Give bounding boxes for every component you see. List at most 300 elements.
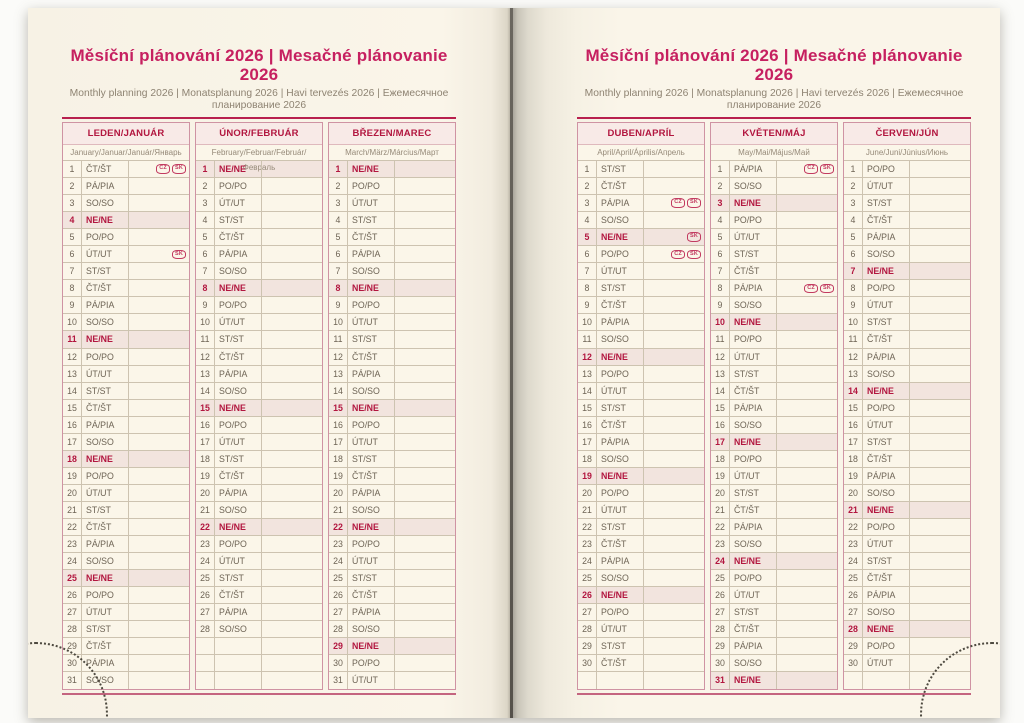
day-row: [63, 314, 189, 331]
day-row: [196, 536, 322, 553]
day-weekday: PÁ/PIA: [348, 246, 395, 262]
day-number: 15: [63, 400, 82, 416]
day-weekday: SO/SO: [82, 434, 129, 450]
day-number: 27: [844, 604, 863, 620]
day-row: [578, 331, 704, 348]
day-number: 15: [844, 400, 863, 416]
day-weekday: SO/SO: [597, 451, 644, 467]
month-subtitle: May/Mai/Május/Май: [711, 145, 837, 161]
day-notes: [395, 383, 455, 399]
day-row: [196, 604, 322, 621]
day-number: 7: [711, 263, 730, 279]
month-table: [577, 122, 705, 690]
day-notes: [777, 178, 837, 194]
day-number: 7: [844, 263, 863, 279]
day-weekday: ST/ST: [863, 195, 910, 211]
day-number: 24: [329, 553, 348, 569]
day-notes: [644, 229, 704, 245]
day-weekday: ST/ST: [597, 638, 644, 654]
day-notes: [262, 519, 322, 535]
day-notes: [644, 366, 704, 382]
month-table: [710, 122, 838, 690]
day-notes: [395, 587, 455, 603]
day-row: [196, 502, 322, 519]
day-notes: [262, 417, 322, 433]
day-weekday: SO/SO: [730, 417, 777, 433]
day-number: 30: [578, 655, 597, 671]
day-row: [578, 366, 704, 383]
day-row: [196, 451, 322, 468]
day-number: 7: [63, 263, 82, 279]
month-subtitle: January/Januar/Január/Январь: [63, 145, 189, 161]
day-weekday: ÚT/UT: [82, 246, 129, 262]
day-weekday: [215, 638, 262, 654]
day-weekday: PO/PO: [863, 400, 910, 416]
day-row: [711, 672, 837, 689]
day-weekday: SO/SO: [82, 672, 129, 689]
day-row: [63, 161, 189, 178]
day-row: [329, 263, 455, 280]
day-number: 9: [844, 297, 863, 313]
day-number: 19: [844, 468, 863, 484]
day-row: [63, 502, 189, 519]
day-weekday: PO/PO: [730, 570, 777, 586]
day-notes: [129, 434, 189, 450]
day-number: 14: [844, 383, 863, 399]
day-weekday: NE/NE: [863, 263, 910, 279]
day-notes: [644, 468, 704, 484]
day-row: [578, 519, 704, 536]
day-row: [711, 434, 837, 451]
day-notes: [644, 570, 704, 586]
day-weekday: [215, 672, 262, 689]
day-weekday: SO/SO: [730, 297, 777, 313]
day-number: 3: [63, 195, 82, 211]
day-row: [844, 485, 970, 502]
day-notes: [262, 672, 322, 689]
day-row: [329, 672, 455, 689]
day-row: [844, 587, 970, 604]
day-notes: [262, 297, 322, 313]
month-subtitle: April/April/Április/Апрель: [578, 145, 704, 161]
day-row: [844, 638, 970, 655]
day-row: [329, 229, 455, 246]
day-row: [578, 570, 704, 587]
day-weekday: PÁ/PIA: [215, 485, 262, 501]
day-notes: [644, 178, 704, 194]
day-number: 26: [196, 587, 215, 603]
day-row: [329, 400, 455, 417]
day-number: 9: [329, 297, 348, 313]
day-row: [329, 280, 455, 297]
day-row: [329, 587, 455, 604]
day-notes: [644, 536, 704, 552]
day-notes: [644, 451, 704, 467]
day-notes: [644, 349, 704, 365]
day-weekday: SO/SO: [597, 570, 644, 586]
day-number: 27: [329, 604, 348, 620]
day-number: 4: [578, 212, 597, 228]
day-row: [63, 434, 189, 451]
day-number: 5: [196, 229, 215, 245]
day-notes: [777, 331, 837, 347]
day-number: 9: [711, 297, 730, 313]
day-row: [329, 178, 455, 195]
day-notes: [129, 178, 189, 194]
day-number: 3: [329, 195, 348, 211]
day-weekday: ST/ST: [597, 161, 644, 177]
day-weekday: ČT/ŠT: [597, 655, 644, 671]
day-number: 7: [578, 263, 597, 279]
day-weekday: SO/SO: [348, 263, 395, 279]
day-row: [844, 417, 970, 434]
day-notes: [262, 621, 322, 637]
day-number: 11: [196, 331, 215, 347]
day-row: [711, 536, 837, 553]
day-notes: [910, 519, 970, 535]
day-weekday: SO/SO: [730, 655, 777, 671]
day-weekday: PO/PO: [863, 519, 910, 535]
day-number: 4: [329, 212, 348, 228]
day-row: [329, 570, 455, 587]
month-name: KVĚTEN/MÁJ: [711, 123, 837, 145]
day-number: 20: [578, 485, 597, 501]
day-weekday: ÚT/UT: [863, 536, 910, 552]
day-notes: [262, 229, 322, 245]
day-number: 23: [578, 536, 597, 552]
day-row: [578, 434, 704, 451]
day-row: [196, 195, 322, 212]
day-row: [844, 161, 970, 178]
day-number: 23: [844, 536, 863, 552]
day-weekday: ST/ST: [215, 212, 262, 228]
day-weekday: NE/NE: [730, 195, 777, 211]
day-number: 25: [711, 570, 730, 586]
day-number: 25: [578, 570, 597, 586]
day-row: [196, 519, 322, 536]
day-number: 29: [329, 638, 348, 654]
day-row: [578, 297, 704, 314]
day-number: 22: [63, 519, 82, 535]
day-row: [844, 621, 970, 638]
day-number: [196, 655, 215, 671]
day-number: 21: [196, 502, 215, 518]
day-weekday: PÁ/PIA: [215, 246, 262, 262]
day-row: [578, 672, 704, 689]
day-weekday: PÁ/PIA: [82, 297, 129, 313]
day-number: 19: [196, 468, 215, 484]
day-notes: [910, 263, 970, 279]
day-notes: [777, 519, 837, 535]
day-row: [844, 536, 970, 553]
day-number: 16: [711, 417, 730, 433]
day-notes: [910, 212, 970, 228]
day-row: [711, 263, 837, 280]
day-notes: [395, 297, 455, 313]
day-weekday: NE/NE: [597, 349, 644, 365]
day-weekday: ÚT/UT: [597, 621, 644, 637]
day-notes: [777, 621, 837, 637]
day-notes: [910, 366, 970, 382]
day-number: 11: [329, 331, 348, 347]
page-left-content: [62, 46, 456, 695]
day-notes: [129, 536, 189, 552]
day-row: [196, 570, 322, 587]
day-weekday: PÁ/PIA: [863, 468, 910, 484]
day-weekday: ČT/ŠT: [863, 331, 910, 347]
day-weekday: PÁ/PIA: [215, 604, 262, 620]
day-number: 27: [63, 604, 82, 620]
day-notes: [262, 314, 322, 330]
day-notes: [395, 263, 455, 279]
day-number: 21: [578, 502, 597, 518]
day-notes: [777, 349, 837, 365]
day-notes: [910, 297, 970, 313]
day-row: [844, 553, 970, 570]
day-weekday: PO/PO: [730, 331, 777, 347]
day-notes: [129, 280, 189, 296]
day-notes: [129, 349, 189, 365]
day-notes: [644, 502, 704, 518]
day-row: [578, 451, 704, 468]
day-row: [844, 195, 970, 212]
day-number: 11: [711, 331, 730, 347]
day-weekday: ST/ST: [82, 621, 129, 637]
day-weekday: NE/NE: [348, 161, 395, 177]
day-weekday: SO/SO: [215, 621, 262, 637]
day-number: 13: [196, 366, 215, 382]
day-weekday: ÚT/UT: [348, 434, 395, 450]
day-number: 12: [63, 349, 82, 365]
day-weekday: ÚT/UT: [597, 502, 644, 518]
day-notes: [777, 297, 837, 313]
day-weekday: PO/PO: [348, 178, 395, 194]
day-number: 27: [196, 604, 215, 620]
day-row: [578, 280, 704, 297]
day-row: [844, 383, 970, 400]
day-number: 21: [844, 502, 863, 518]
day-weekday: PO/PO: [597, 485, 644, 501]
day-weekday: PO/PO: [597, 366, 644, 382]
day-notes: [395, 195, 455, 211]
day-row: [578, 161, 704, 178]
day-number: 21: [63, 502, 82, 518]
day-notes: [777, 655, 837, 671]
month-name: LEDEN/JANUÁR: [63, 123, 189, 145]
day-number: 6: [196, 246, 215, 262]
day-weekday: PO/PO: [215, 297, 262, 313]
day-number: 6: [578, 246, 597, 262]
holiday-badge-sk: SK: [687, 198, 701, 208]
day-row: [63, 297, 189, 314]
day-weekday: PÁ/PIA: [863, 587, 910, 603]
day-weekday: ST/ST: [863, 553, 910, 569]
page-title: Měsíční plánování 2026 | Mesačné plánovanie 2026: [70, 46, 448, 84]
day-row: [844, 434, 970, 451]
day-row: [578, 655, 704, 672]
day-row: [63, 400, 189, 417]
day-number: 22: [578, 519, 597, 535]
day-notes: [644, 314, 704, 330]
holiday-badge-sk: SK: [172, 250, 186, 260]
day-number: 20: [844, 485, 863, 501]
day-row: [578, 212, 704, 229]
day-weekday: ÚT/UT: [863, 417, 910, 433]
day-notes: [777, 195, 837, 211]
day-row: [329, 655, 455, 672]
day-number: 26: [844, 587, 863, 603]
day-weekday: ÚT/UT: [82, 604, 129, 620]
day-notes: [910, 178, 970, 194]
day-weekday: PO/PO: [348, 536, 395, 552]
day-row: [844, 366, 970, 383]
day-notes: [777, 229, 837, 245]
day-notes: [910, 417, 970, 433]
day-notes: [395, 280, 455, 296]
month-subtitle: June/Juni/Június/Июнь: [844, 145, 970, 161]
day-row: [844, 178, 970, 195]
day-weekday: ČT/ŠT: [863, 212, 910, 228]
day-weekday: PÁ/PIA: [730, 280, 777, 296]
day-row: [711, 655, 837, 672]
day-weekday: PO/PO: [730, 451, 777, 467]
footer-rule: [577, 693, 971, 695]
day-weekday: PÁ/PIA: [597, 553, 644, 569]
day-row: [578, 638, 704, 655]
day-row: [711, 417, 837, 434]
day-weekday: PO/PO: [863, 638, 910, 654]
day-notes: [644, 417, 704, 433]
day-row: [578, 314, 704, 331]
day-weekday: PO/PO: [215, 178, 262, 194]
day-number: 5: [63, 229, 82, 245]
day-row: [329, 502, 455, 519]
day-row: [711, 349, 837, 366]
day-number: 22: [711, 519, 730, 535]
day-weekday: ÚT/UT: [597, 263, 644, 279]
day-weekday: SO/SO: [597, 212, 644, 228]
day-number: 29: [711, 638, 730, 654]
day-notes: [129, 383, 189, 399]
day-row: [844, 349, 970, 366]
day-weekday: ÚT/UT: [863, 655, 910, 671]
day-notes: [262, 536, 322, 552]
day-number: 6: [711, 246, 730, 262]
day-number: 15: [578, 400, 597, 416]
day-row: [196, 246, 322, 263]
day-weekday: ST/ST: [215, 570, 262, 586]
month-table: [62, 122, 190, 690]
day-notes: [910, 587, 970, 603]
day-notes: [910, 246, 970, 262]
day-number: 19: [711, 468, 730, 484]
day-notes: [129, 297, 189, 313]
day-notes: [395, 246, 455, 262]
day-weekday: ČT/ŠT: [82, 280, 129, 296]
day-weekday: NE/NE: [730, 553, 777, 569]
day-notes: [129, 161, 189, 177]
day-notes: [777, 383, 837, 399]
day-row: [63, 366, 189, 383]
day-number: [196, 672, 215, 689]
day-weekday: [863, 672, 910, 689]
day-notes: [644, 604, 704, 620]
day-row: [578, 349, 704, 366]
day-number: 25: [844, 570, 863, 586]
month-name: ÚNOR/FEBRUÁR: [196, 123, 322, 145]
day-row: [711, 400, 837, 417]
day-row: [63, 638, 189, 655]
day-weekday: ČT/ŠT: [597, 178, 644, 194]
day-weekday: ÚT/UT: [348, 314, 395, 330]
day-notes: [644, 195, 704, 211]
day-number: 10: [711, 314, 730, 330]
day-row: [329, 536, 455, 553]
month-name: DUBEN/APRÍL: [578, 123, 704, 145]
day-row: [196, 638, 322, 655]
day-notes: [910, 434, 970, 450]
day-row: [329, 638, 455, 655]
day-notes: [644, 161, 704, 177]
day-row: [844, 280, 970, 297]
day-row: [63, 417, 189, 434]
day-row: [844, 246, 970, 263]
day-weekday: ČT/ŠT: [348, 349, 395, 365]
day-weekday: SO/SO: [730, 536, 777, 552]
day-weekday: ČT/ŠT: [82, 638, 129, 654]
day-row: [63, 553, 189, 570]
day-weekday: ÚT/UT: [863, 297, 910, 313]
day-row: [196, 280, 322, 297]
day-notes: [129, 587, 189, 603]
day-weekday: ÚT/UT: [82, 485, 129, 501]
day-number: 2: [329, 178, 348, 194]
day-row: [196, 212, 322, 229]
day-weekday: ST/ST: [348, 570, 395, 586]
day-weekday: PÁ/PIA: [348, 485, 395, 501]
day-weekday: ČT/ŠT: [348, 468, 395, 484]
day-number: 29: [63, 638, 82, 654]
day-number: 5: [711, 229, 730, 245]
day-row: [63, 451, 189, 468]
day-number: 16: [196, 417, 215, 433]
day-row: [711, 297, 837, 314]
day-row: [63, 263, 189, 280]
day-row: [578, 621, 704, 638]
day-number: 1: [63, 161, 82, 177]
day-weekday: SO/SO: [215, 502, 262, 518]
day-number: 22: [196, 519, 215, 535]
holiday-badge-cz: CZ: [156, 164, 170, 174]
day-notes: [129, 621, 189, 637]
day-row: [63, 331, 189, 348]
day-number: 6: [844, 246, 863, 262]
day-weekday: ČT/ŠT: [215, 229, 262, 245]
day-weekday: [597, 672, 644, 689]
day-notes: [262, 570, 322, 586]
day-notes: [777, 604, 837, 620]
month-subtitle: March/März/Március/Март: [329, 145, 455, 161]
month-name: ČERVEN/JÚN: [844, 123, 970, 145]
day-notes: [644, 263, 704, 279]
day-number: 8: [329, 280, 348, 296]
day-notes: [395, 417, 455, 433]
day-notes: [129, 417, 189, 433]
day-number: 23: [63, 536, 82, 552]
day-number: 14: [63, 383, 82, 399]
header-rule: [577, 117, 971, 119]
day-weekday: SO/SO: [215, 263, 262, 279]
